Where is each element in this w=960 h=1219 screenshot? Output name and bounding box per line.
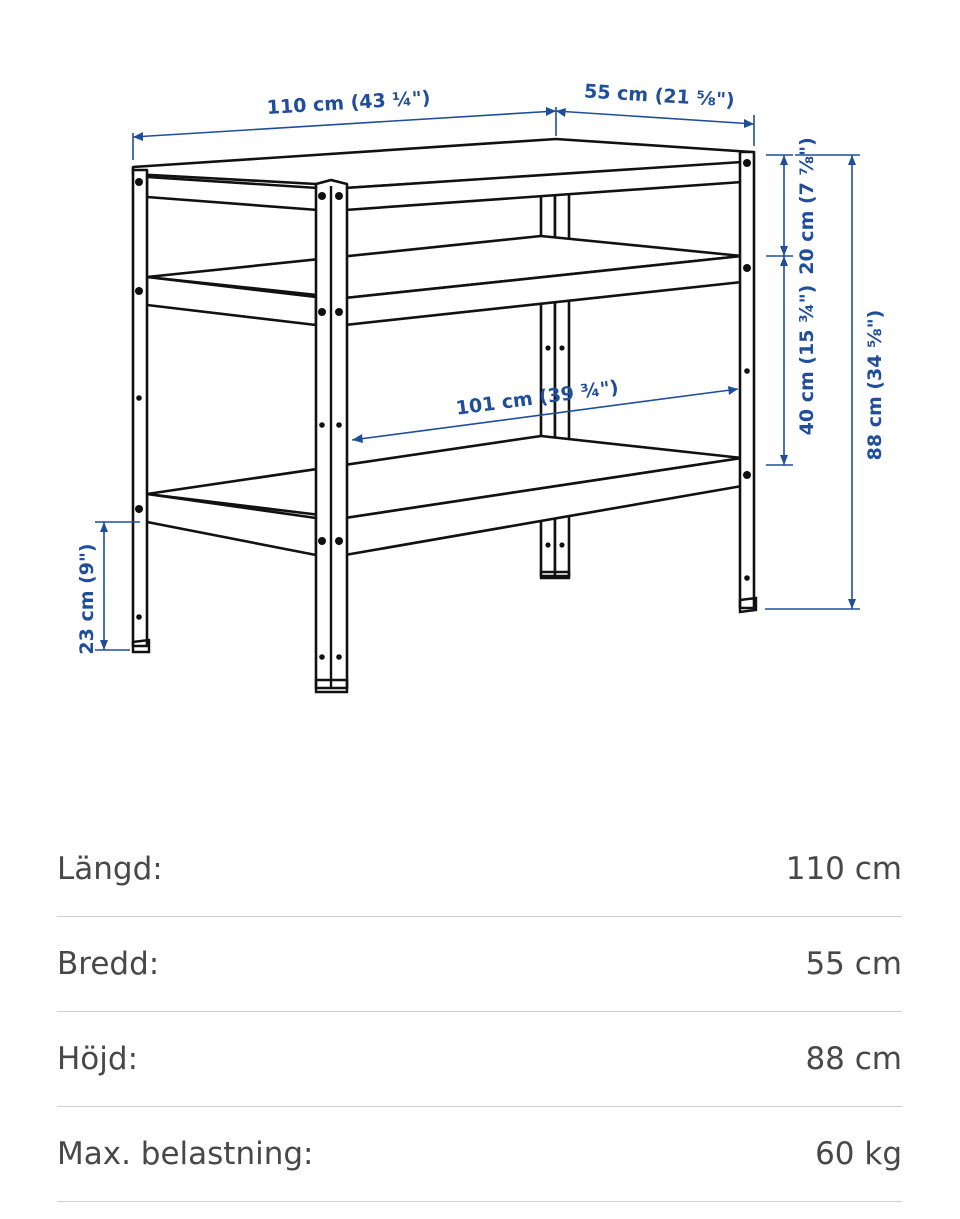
dim-floor-clearance: 23 cm (9") — [76, 543, 98, 655]
dim-gap-middle: 40 cm (15 ¾") — [796, 284, 818, 436]
leg-right — [740, 152, 754, 608]
dim-top-depth: 55 cm (21 ⅝") — [583, 80, 736, 112]
dim-top-length: 110 cm (43 ¼") — [266, 87, 432, 119]
spec-value: 110 cm — [785, 851, 902, 887]
dim-total-height: 88 cm (34 ⅝") — [864, 309, 886, 461]
spec-value: 55 cm — [805, 946, 902, 982]
spec-label: Max. belastning: — [57, 1136, 314, 1172]
dim-gap-top: 20 cm (7 ⅞") — [796, 137, 818, 275]
spec-row-length — [57, 822, 902, 917]
shelf-drawing — [133, 139, 756, 692]
spec-table — [57, 822, 902, 1202]
spec-label: Höjd: — [57, 1041, 139, 1077]
spec-row-height — [57, 1012, 902, 1107]
spec-label: Bredd: — [57, 946, 160, 982]
spec-row-width — [57, 917, 902, 1012]
dim-inner-length: 101 cm (39 ¾") — [454, 376, 620, 420]
bolts — [135, 159, 751, 660]
spec-value: 60 kg — [815, 1136, 902, 1172]
spec-row-max-load — [57, 1107, 902, 1202]
leg-left — [133, 170, 147, 646]
spec-label: Längd: — [57, 851, 163, 887]
spec-value: 88 cm — [805, 1041, 902, 1077]
